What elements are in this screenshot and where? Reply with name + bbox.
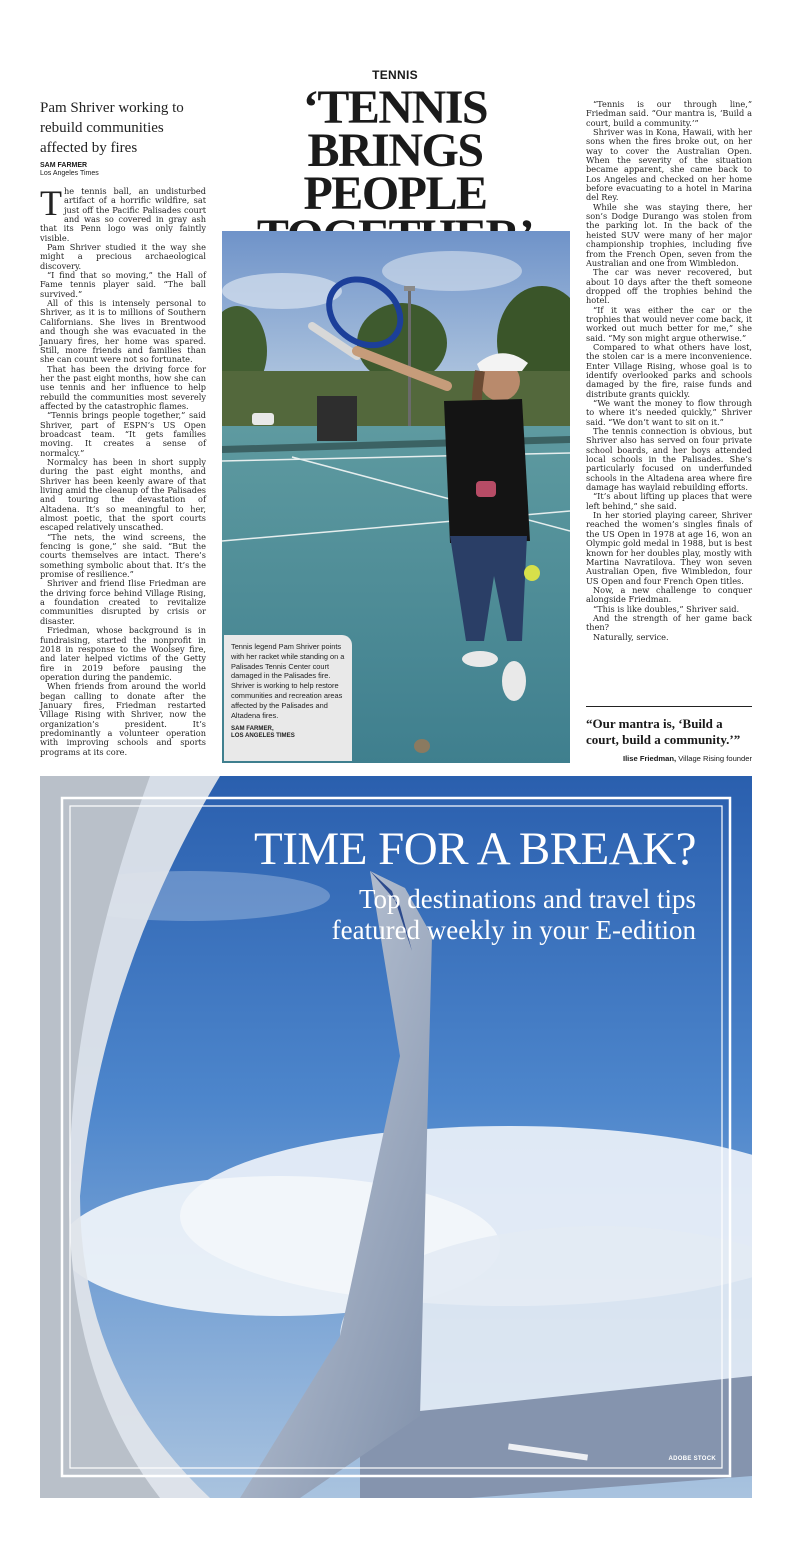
pull-quote-rule <box>586 706 752 707</box>
paragraph: Normalcy has been in short supply during the past eight months, and Shriver has been keenly aware of that living amid the cleanup of the Palisades and touring the devastation of Altadena. It’s so meaningful to her, almost poetic, that the sport courts escaped relatively unscathed. <box>40 456 206 533</box>
headline-line: BRINGS PEOPLE <box>303 124 487 220</box>
photo-credit: SAM FARMER, LOS ANGELES TIMES <box>231 725 295 740</box>
deck: Pam Shriver working to rebuild communities affected by fires <box>40 100 184 156</box>
paragraph: Now, a new challenge to conquer alongside Friedman. <box>586 584 752 605</box>
paragraph: “I find that so moving,” the Hall of Fame tennis player said. “The ball survived.” <box>40 270 206 299</box>
paragraph: When friends from around the world began calling to donate after the January fires, Friedman restarted Village Rising with Shriver, now the organization’s president. It’s predominantly a volunteer operation with improving schools and sports programs at its core. <box>40 681 206 757</box>
article-column-3 <box>586 100 752 642</box>
paragraph: “This is like doubles,” Shriver said. <box>593 603 740 614</box>
paragraph: And the strength of her game back then? <box>586 612 752 633</box>
ad-subheadline-line: featured weekly in your E-edition <box>331 915 696 945</box>
paragraph: Compared to what others have lost, the stolen car is a mere inconvenience. Enter Village Rising, whose goal is to identify overlooked parks and schools damaged by the fire, raise funds and distribute grants quickly. <box>586 341 752 399</box>
paragraph: “Tennis is our through line,” Friedman said. “Our mantra is, ‘Build a court, build a community.’” <box>586 99 752 128</box>
section-label: TENNIS <box>372 68 418 82</box>
byline <box>40 162 99 178</box>
paragraph: That has been the driving force for her the past eight months, how she can use tennis and her influence to help rebuild the communities most severely affected by the catastrophic flames. <box>40 363 206 411</box>
paragraph: Friedman, whose background is in fundraising, started the nonprofit in 2018 in response to the Woolsey fire, and later helped victims of the Getty fire in 2019 before pausing the operation during the pandemic. <box>40 625 206 682</box>
drop-cap: T <box>40 183 62 223</box>
attribution-name: Ilise Friedman, <box>622 754 677 763</box>
paragraph: “If it was either the car or the trophies that would never come back, it worked out much better for me,” she said. “My son might argue otherwise.” <box>586 304 752 343</box>
paragraph: The car was never recovered, but about 10 days after the theft someone dropped off the trophies behind the hotel. <box>586 267 752 306</box>
ad-photo-credit: ADOBE STOCK <box>668 1456 716 1462</box>
headline-line: ‘TENNIS <box>302 81 488 134</box>
paragraph: Shriver was in Kona, Hawaii, with her sons when the fires broke out, on her way to cover the Australian Open. When the severity of the situation became apparent, she came back to Los Angeles and checked on her home before evacuating to a hotel in Marina del Rey. <box>586 127 752 203</box>
article-column-1 <box>40 183 206 757</box>
ad-subheadline-line: Top destinations and travel tips <box>358 884 696 914</box>
paragraph: Pam Shriver studied it the way she might a precious archaeological discovery. <box>40 242 206 271</box>
paragraph: All of this is intensely personal to Shriver, as it is to millions of Southern Californians. She lives in Brentwood and though she was evacuated in the January fires, her home was spared. Still, more friends and families than she can count were not so fortunate. <box>40 298 206 365</box>
ad-headline: TIME FOR A BREAK? <box>254 823 696 875</box>
paragraph: Shriver and friend Ilise Friedman are the driving force behind Village Rising, a foundation created to revitalize communities disrupted by crisis or disaster. <box>40 578 206 626</box>
photo-caption <box>224 635 352 761</box>
pull-quote-attribution <box>586 754 752 763</box>
paragraph: The tennis connection is obvious, but Shriver also has served on four private school boards, and her boys attended local schools in the Palisades. She’s particularly focused on underfunded schools in the Altadena area where fire damage has waylaid rebuilding efforts. <box>586 426 752 493</box>
paragraph: “We want the money to flow through to where it’s needed quickly,” Shriver said. “We don’t want to sit on it.” <box>586 398 752 427</box>
pull-quote: “Our mantra is, ‘Build a court, build a community.’” <box>586 716 741 747</box>
paragraph: “Tennis brings people together,” said Shriver, part of ESPN’s US Open broadcast team. “It gets families moving. It creates a sense of normalcy.” <box>40 410 206 458</box>
attribution-role: Village Rising founder <box>676 754 752 763</box>
paragraph: Naturally, service. <box>593 631 669 642</box>
caption-text: Tennis legend Pam Shriver points with her racket while standing on a Palisades Tennis Center court damaged in the Palisades fire. Shriver is working to help restore communities and recreation areas affected by the Palisades and Altadena fires. <box>231 642 345 720</box>
paragraph: In her storied playing career, Shriver reached the women’s singles finals of the US Open in 1978 at age 16, won an Olympic gold medal in 1988, but is best known for her doubles play, mostly with Martina Navratilova. They won seven Australian Open, five Wimbledon, four US Open and four French Open titles. <box>586 510 752 586</box>
byline-name: SAM FARMER <box>40 162 88 169</box>
paragraph: While she was staying there, her son’s Dodge Durango was stolen from the parking lot. In the back of the heisted SUV were many of her major championship trophies, including five from the French Open, seven from the Australian and one from Wimbledon. <box>586 201 752 268</box>
paragraph: “The nets, the wind screens, the fencing is gone,” she said. “But the courts themselves are intact. There’s something symbolic about that. It’s the promise of resilience.” <box>40 531 206 580</box>
paragraph: “It’s about lifting up places that were left behind,” she said. <box>586 491 752 511</box>
ad-subheadline <box>40 884 696 946</box>
paragraph: The tennis ball, an undisturbed artifact of a horrific wildfire, sat just off the Pacific Palisades court and was so covered in gray ash that its Penn logo was only faintly visible. <box>40 183 206 243</box>
byline-outlet: Los Angeles Times <box>40 170 99 177</box>
